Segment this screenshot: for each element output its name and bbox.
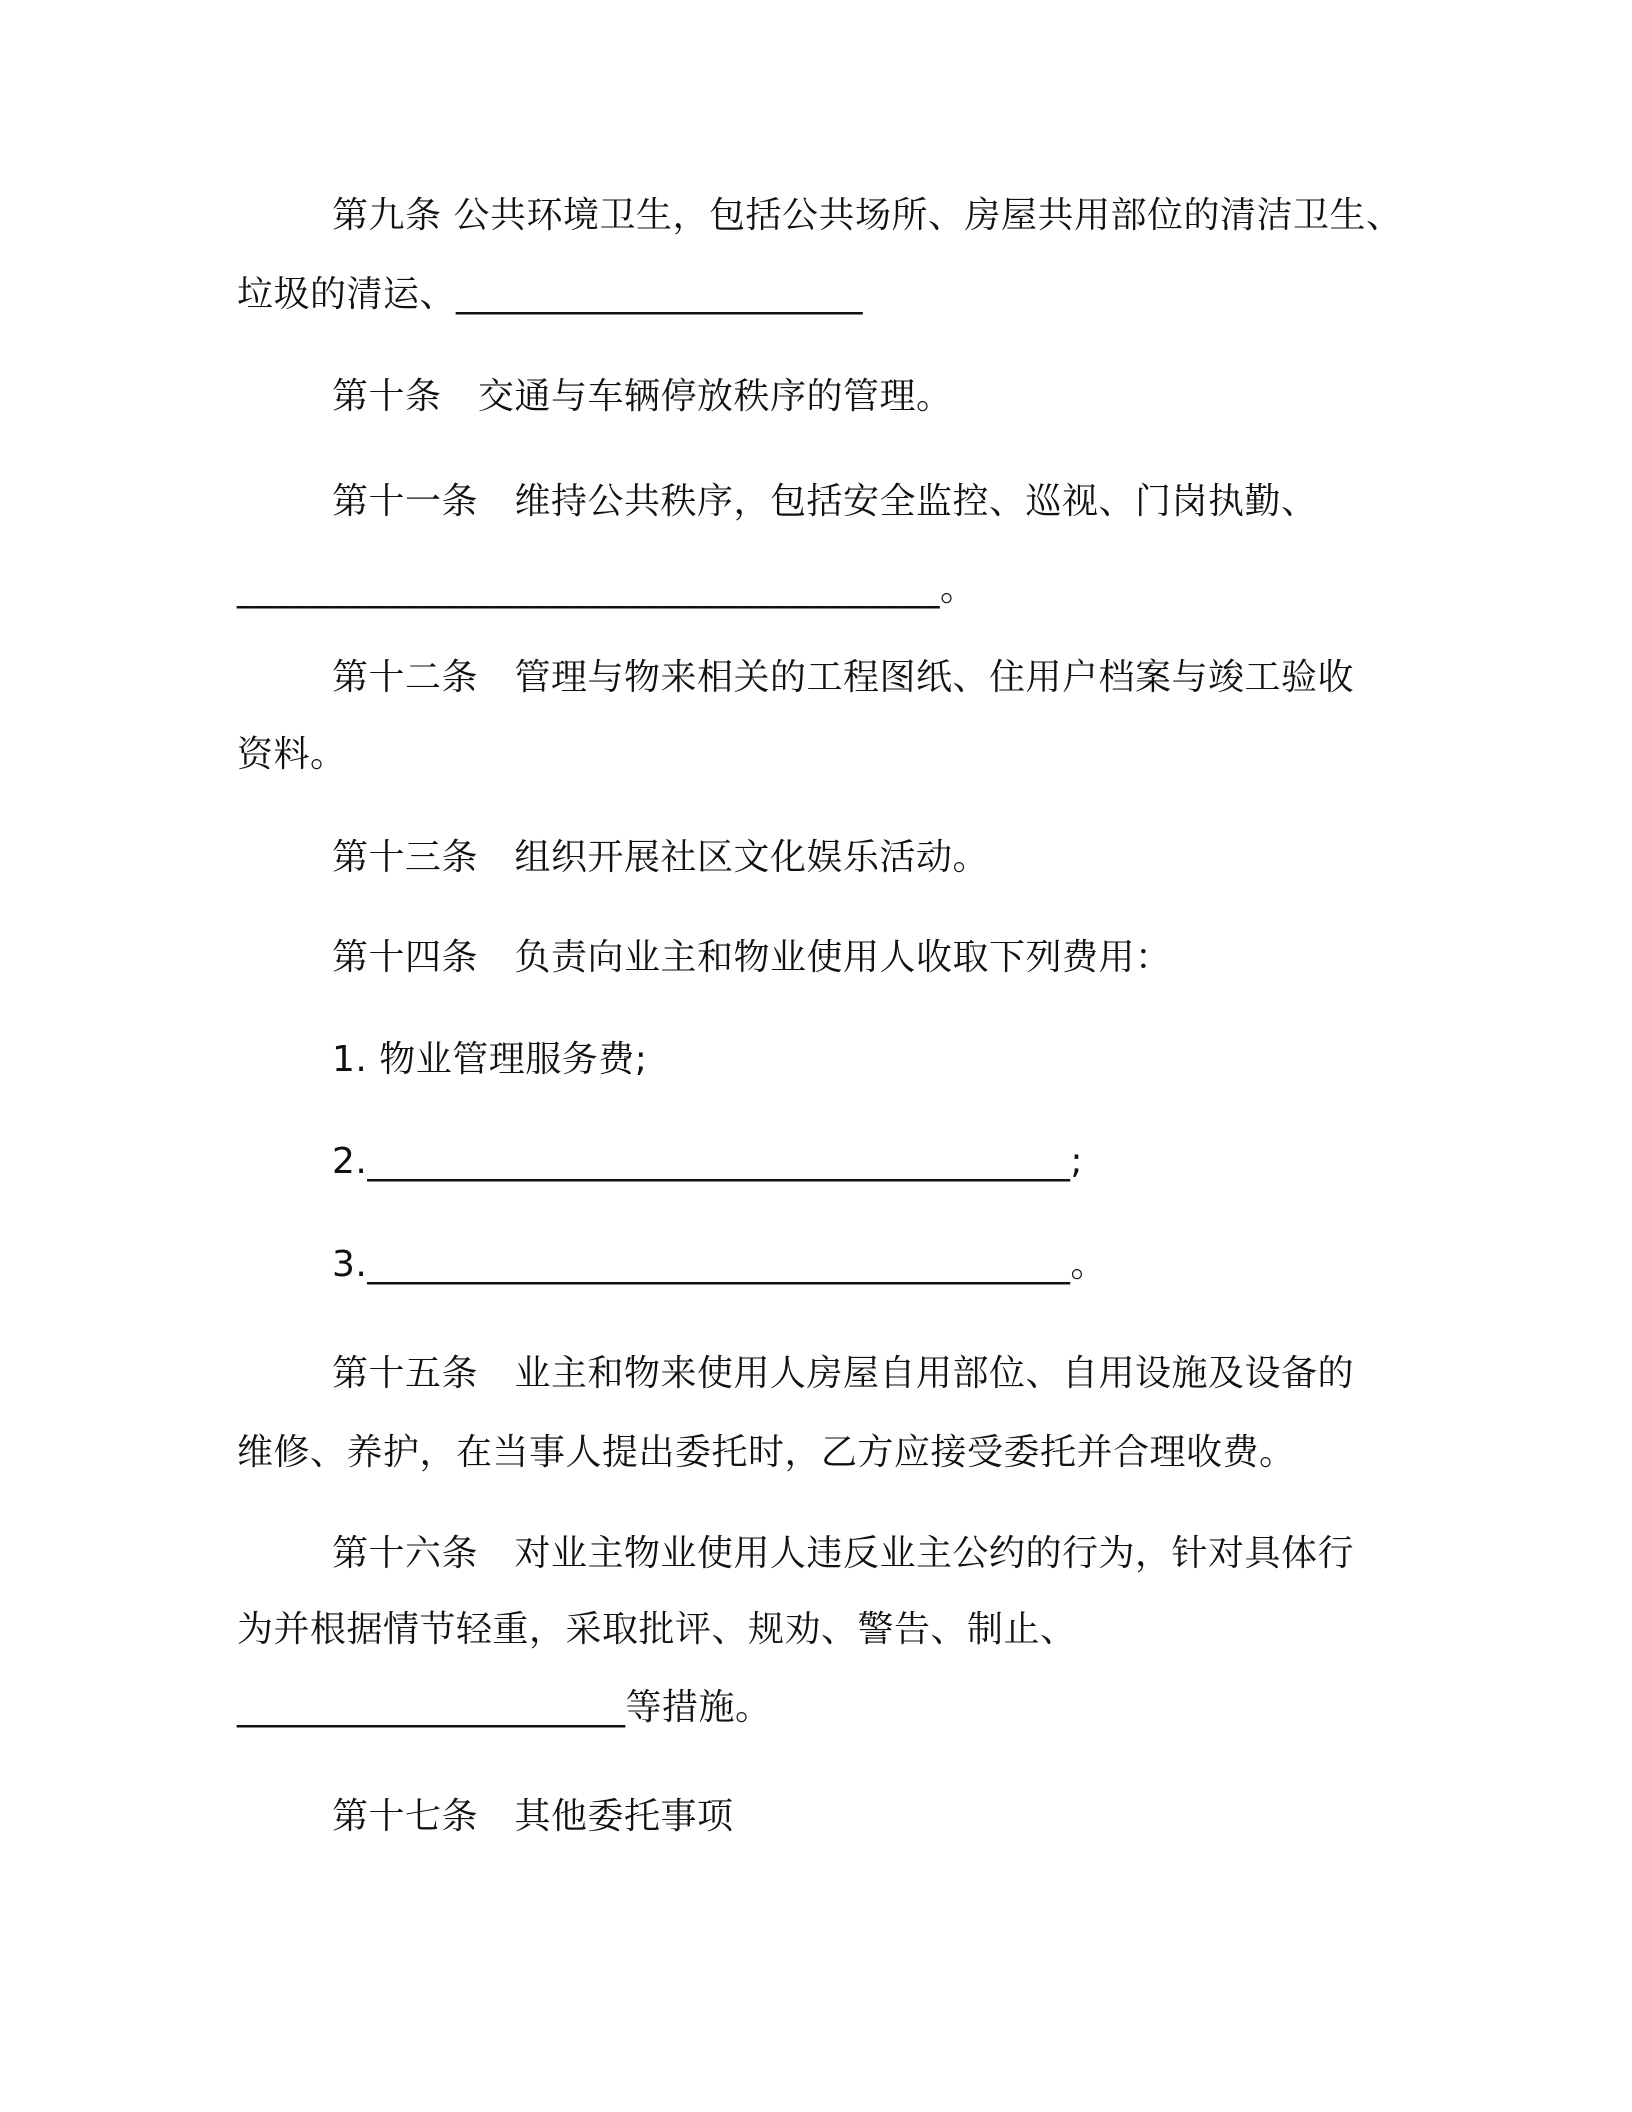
article-17: 第十七条 其他委托事项 (332, 1796, 734, 1837)
article-16-line-3: _____________________等措施。 (237, 1687, 772, 1728)
article-10: 第十条 交通与车辆停放秩序的管理。 (332, 376, 953, 417)
article-16-line-1: 第十六条 对业主物业使用人违反业主公约的行为，针对具体行 (332, 1533, 1355, 1574)
article-12-line-2: 资料。 (237, 734, 347, 775)
article-15-line-2: 维修、养护，在当事人提出委托时，乙方应接受委托并合理收费。 (237, 1432, 1296, 1473)
article-9-line-2: 垃圾的清运、______________________ (237, 274, 864, 315)
article-14: 第十四条 负责向业主和物业使用人收取下列费用： (332, 937, 1172, 978)
article-11-line-2: ______________________________________。 (237, 568, 977, 609)
article-11-line-1: 第十一条 维持公共秩序，包括安全监控、巡视、门岗执勤、 (332, 481, 1318, 522)
article-9-line-1: 第九条 公共环境卫生，包括公共场所、房屋共用部位的清洁卫生、 (332, 195, 1403, 236)
article-12-line-1: 第十二条 管理与物来相关的工程图纸、住用户档案与竣工验收 (332, 657, 1355, 698)
article-16-line-2: 为并根据情节轻重，采取批评、规劝、警告、制止、 (237, 1609, 1077, 1650)
article-15-line-1: 第十五条 业主和物来使用人房屋自用部位、自用设施及设备的 (332, 1353, 1355, 1394)
fee-item-2: 2.______________________________________; (332, 1141, 1083, 1182)
article-13: 第十三条 组织开展社区文化娱乐活动。 (332, 837, 990, 878)
fee-item-1: 1. 物业管理服务费; (332, 1039, 648, 1080)
fee-item-3: 3.______________________________________。 (332, 1244, 1107, 1285)
